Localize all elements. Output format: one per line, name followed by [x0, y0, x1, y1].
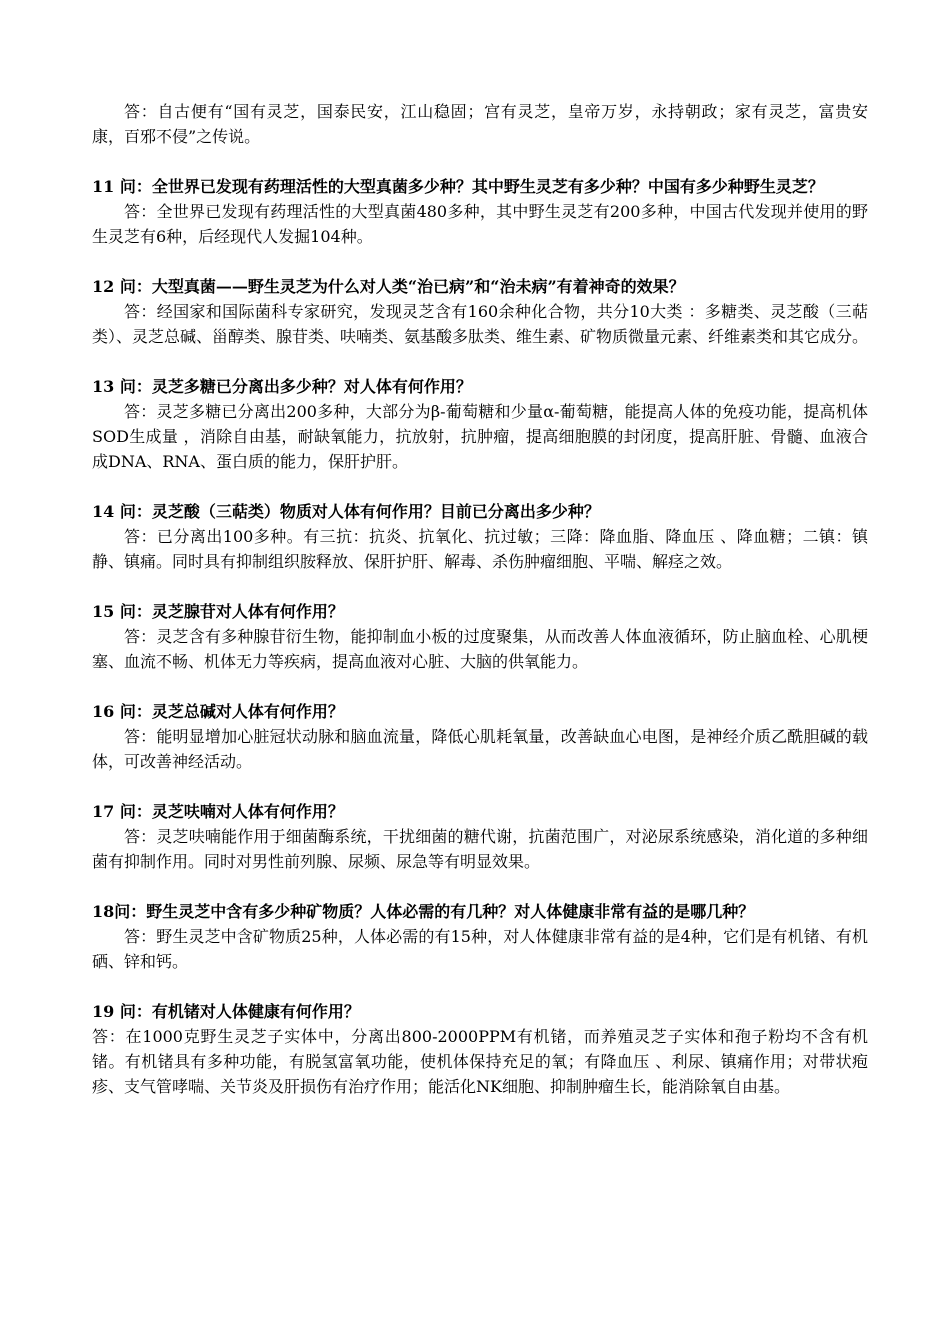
answer-12: 答：经国家和国际菌科专家研究，发现灵芝含有160余种化合物，共分10大类 ：多糖类、灵芝酸（三萜类）、灵芝总碱、甾醇类、腺苷类、呋喃类、氨基酸多肽类、维生素、矿物质微量元素、纤维素类和其它成分。 — [92, 302, 869, 346]
intro-answer: 答：自古便有“国有灵芝，国泰民安，江山稳固；宫有灵芝，皇帝万岁，永持朝政；家有灵芝，富贵安康，百邪不侵”之传说。 — [92, 102, 868, 146]
question-11: 11 问：全世界已发现有药理活性的大型真菌多少种？其中野生灵芝有多少种？中国有多少种野生灵芝？ — [92, 177, 824, 196]
answer-17: 答：灵芝呋喃能作用于细菌酶系统，干扰细菌的糖代谢，抗菌范围广，对泌尿系统感染，消化道的多种细菌有抑制作用。同时对男性前列腺、尿频、尿急等有明显效果。 — [92, 827, 868, 871]
question-13: 13 问：灵芝多糖已分离出多少种？对人体有何作用？ — [92, 377, 472, 396]
qa-item-18 — [92, 899, 868, 974]
question-18: 18问：野生灵芝中含有多少种矿物质？人体必需的有几种？对人体健康非常有益的是哪几种？ — [92, 902, 755, 921]
qa-item-12 — [92, 274, 868, 349]
question-19: 19 问：有机锗对人体健康有何作用？ — [92, 1002, 360, 1021]
answer-14: 答：已分离出100多种。有三抗：抗炎、抗氧化、抗过敏；三降：降血脂、降血压 、降血糖；二镇：镇静、镇痛。同时具有抑制组织胺释放、保肝护肝、解毒、杀伤肿瘤细胞、平喘、解痉之效。 — [92, 527, 868, 571]
question-17: 17 问：灵芝呋喃对人体有何作用？ — [92, 802, 344, 821]
qa-item-11 — [92, 174, 868, 249]
question-16: 16 问：灵芝总碱对人体有何作用？ — [92, 702, 344, 721]
intro-block — [92, 99, 868, 149]
qa-item-13 — [92, 374, 868, 474]
answer-18: 答：野生灵芝中含矿物质25种，人体必需的有15种，对人体健康非常有益的是4种，它们是有机锗、有机硒、锌和钙。 — [92, 927, 868, 971]
qa-item-17 — [92, 799, 868, 874]
answer-15: 答：灵芝含有多种腺苷衍生物，能抑制血小板的过度聚集，从而改善人体血液循环，防止脑血栓、心肌梗塞、血流不畅、机体无力等疾病，提高血液对心脏、大脑的供氧能力。 — [92, 627, 868, 671]
question-12: 12 问：大型真菌——野生灵芝为什么对人类“治已病”和“治未病”有着神奇的效果？ — [92, 277, 685, 296]
qa-item-16 — [92, 699, 868, 774]
qa-item-15 — [92, 599, 868, 674]
answer-13: 答：灵芝多糖已分离出200多种，大部分为β-葡萄糖和少量α-葡萄糖，能提高人体的免疫功能，提高机体SOD生成量 ，消除自由基，耐缺氧能力，抗放射，抗肿瘤，提高细胞膜的封闭度，提高肝脏、骨髓、血液合成DNA、RNA、蛋白质的能力，保肝护肝。 — [92, 402, 868, 471]
question-15: 15 问：灵芝腺苷对人体有何作用？ — [92, 602, 344, 621]
answer-16: 答：能明显增加心脏冠状动脉和脑血流量，降低心肌耗氧量，改善缺血心电图，是神经介质乙酰胆碱的载体，可改善神经活动。 — [92, 727, 868, 771]
answer-19: 答：在1000克野生灵芝子实体中，分离出800-2000PPM有机锗，而养殖灵芝子实体和孢子粉均不含有机锗。有机锗具有多种功能，有脱氢富氧功能，使机体保持充足的氧；有降血压 、利尿、镇痛作用；对带状疱疹、支气管哮喘、关节炎及肝损伤有治疗作用；能活化NK细胞、抑制肿瘤生长，能消除氧自由基。 — [92, 1027, 868, 1096]
answer-11: 答：全世界已发现有药理活性的大型真菌480多种，其中野生灵芝有200多种，中国古代发现并使用的野生灵芝有6种，后经现代人发掘104种。 — [92, 202, 868, 246]
qa-item-19 — [92, 999, 868, 1099]
question-14: 14 问：灵芝酸（三萜类）物质对人体有何作用？目前已分离出多少种？ — [92, 502, 600, 521]
qa-item-14 — [92, 499, 868, 574]
